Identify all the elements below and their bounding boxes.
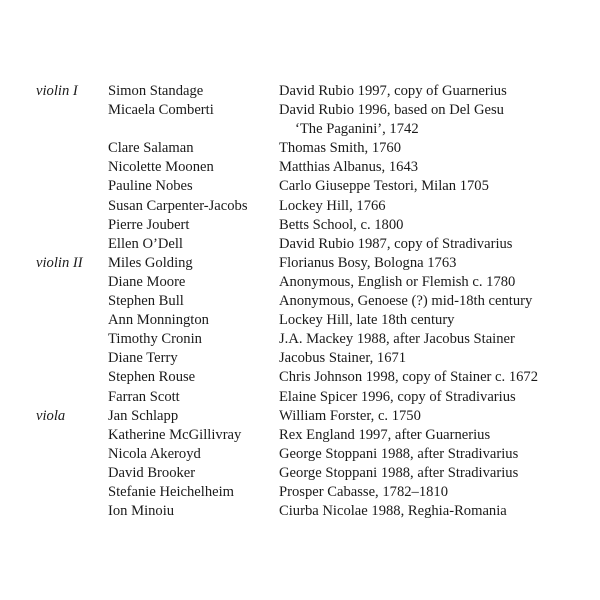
- roster-row: [36, 349, 566, 368]
- roster-row: [36, 483, 566, 502]
- instrument-line: David Rubio 1996, based on Del Gesu: [279, 102, 504, 119]
- instrument-description: [279, 273, 566, 292]
- player-name: Nicola Akeroyd: [108, 445, 201, 462]
- instrument-line: Chris Johnson 1998, copy of Stainer c. 1672: [279, 369, 539, 386]
- section-label: viola: [36, 407, 66, 424]
- roster-row: [36, 216, 566, 235]
- instrument-description: [279, 216, 566, 235]
- roster-row: [36, 82, 566, 101]
- instrument-description: [279, 158, 566, 177]
- player-name: Katherine McGillivray: [108, 426, 242, 443]
- instrument-description: [279, 483, 566, 502]
- roster-row: [36, 197, 566, 216]
- instrument-description: [279, 139, 566, 158]
- player-name: Nicolette Moonen: [108, 159, 214, 176]
- instrument-line: J.A. Mackey 1988, after Jacobus Stainer: [279, 331, 515, 348]
- roster-row: [36, 254, 566, 273]
- instrument-line: David Rubio 1987, copy of Stradivarius: [279, 235, 513, 252]
- instrument-line: Jacobus Stainer, 1671: [279, 350, 407, 367]
- roster-row: [36, 158, 566, 177]
- instrument-line: William Forster, c. 1750: [279, 407, 421, 424]
- player-name: Susan Carpenter-Jacobs: [108, 197, 248, 214]
- player-name: Stephen Bull: [108, 293, 184, 310]
- instrument-line: Lockey Hill, late 18th century: [279, 312, 455, 329]
- player-name: Diane Moore: [108, 273, 186, 290]
- instrument-line: Ciurba Nicolae 1988, Reghia-Romania: [279, 503, 507, 520]
- roster-row: [36, 502, 566, 521]
- player-name: Jan Schlapp: [108, 407, 179, 424]
- player-name: Ellen O’Dell: [108, 235, 183, 252]
- roster-row: [36, 407, 566, 426]
- instrument-line: Carlo Giuseppe Testori, Milan 1705: [279, 178, 489, 195]
- instrument-line: George Stoppani 1988, after Stradivarius: [279, 445, 519, 462]
- player-name: Pauline Nobes: [108, 178, 193, 195]
- instrument-description: [279, 254, 566, 273]
- roster-row: [36, 311, 566, 330]
- instrument-line: Florianus Bosy, Bologna 1763: [279, 254, 457, 271]
- roster-row: [36, 101, 566, 139]
- instrument-line: Lockey Hill, 1766: [279, 197, 386, 214]
- roster-row: [36, 177, 566, 196]
- roster-row: [36, 445, 566, 464]
- section-label: violin I: [36, 83, 78, 99]
- roster-list: [36, 82, 566, 521]
- player-name: David Brooker: [108, 464, 196, 481]
- instrument-description: [279, 388, 566, 407]
- player-name: Stefanie Heichelheim: [108, 483, 235, 500]
- instrument-line: Elaine Spicer 1996, copy of Stradivarius: [279, 388, 516, 405]
- roster-row: [36, 426, 566, 445]
- instrument-line: Prosper Cabasse, 1782–1810: [279, 483, 449, 500]
- instrument-description: [279, 407, 566, 426]
- instrument-line: Thomas Smith, 1760: [279, 140, 402, 157]
- player-name: Simon Standage: [108, 83, 204, 99]
- instrument-description: [279, 197, 566, 216]
- player-name: Miles Golding: [108, 254, 193, 271]
- section-label: violin II: [36, 254, 83, 271]
- instrument-description: [279, 82, 566, 101]
- instrument-line: David Rubio 1997, copy of Guarnerius: [279, 83, 507, 99]
- instrument-description: [279, 445, 566, 464]
- roster-row: [36, 273, 566, 292]
- player-name: Diane Terry: [108, 350, 178, 367]
- instrument-description: [279, 502, 566, 521]
- instrument-description: [279, 349, 566, 368]
- instrument-description: [279, 101, 566, 139]
- roster-row: [36, 330, 566, 349]
- player-name: Pierre Joubert: [108, 216, 190, 233]
- roster-row: [36, 368, 566, 387]
- roster-row: [36, 292, 566, 311]
- instrument-description: [279, 464, 566, 483]
- instrument-line: Rex England 1997, after Guarnerius: [279, 426, 491, 443]
- instrument-description: [279, 368, 566, 387]
- instrument-description: [279, 177, 566, 196]
- player-name: Micaela Comberti: [108, 102, 214, 119]
- instrument-description: [279, 330, 566, 349]
- instrument-line: George Stoppani 1988, after Stradivarius: [279, 464, 519, 481]
- player-name: Stephen Rouse: [108, 369, 196, 386]
- roster-row: [36, 235, 566, 254]
- player-name: Farran Scott: [108, 388, 180, 405]
- instrument-description: [279, 235, 566, 254]
- player-name: Clare Salaman: [108, 140, 194, 157]
- player-name: Ann Monnington: [108, 312, 209, 329]
- player-name: Timothy Cronin: [108, 331, 202, 348]
- instrument-description: [279, 292, 566, 311]
- instrument-line: Matthias Albanus, 1643: [279, 159, 419, 176]
- instrument-line-continued: ‘The Paganini’, 1742: [295, 121, 419, 138]
- roster-row: [36, 139, 566, 158]
- roster-row: [36, 464, 566, 483]
- player-name: Ion Minoiu: [108, 503, 175, 520]
- instrument-line: Anonymous, Genoese (?) mid-18th century: [279, 293, 533, 310]
- instrument-description: [279, 426, 566, 445]
- instrument-line: Betts School, c. 1800: [279, 216, 404, 233]
- instrument-description: [279, 311, 566, 330]
- instrument-line: Anonymous, English or Flemish c. 1780: [279, 273, 516, 290]
- roster-row: [36, 388, 566, 407]
